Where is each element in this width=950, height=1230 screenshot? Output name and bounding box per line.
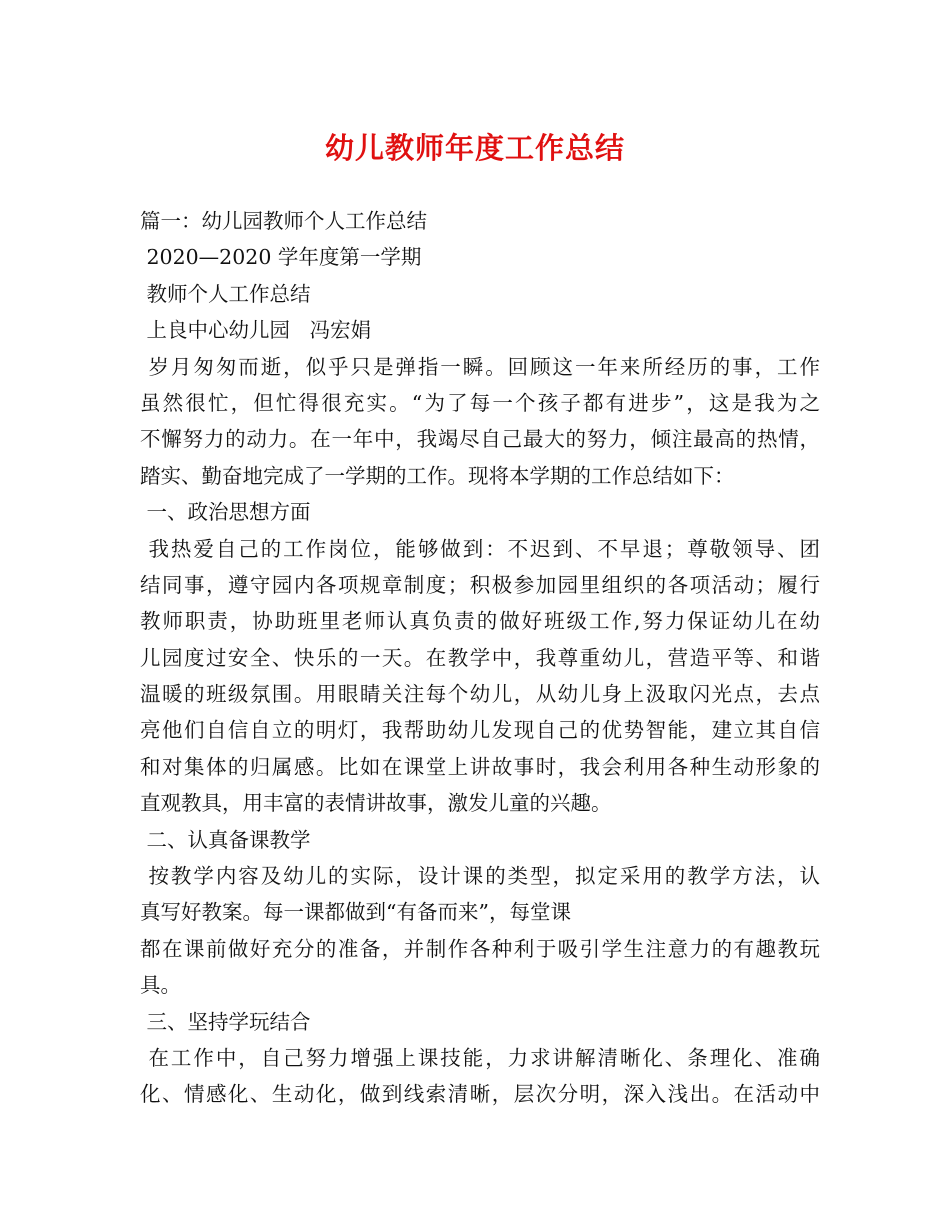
- text-line: 真写好教案。每一课都做到“有备而来”，每堂课: [140, 900, 571, 925]
- text-line: 化、情感化、生动化，做到线索清晰，层次分明，深入浅出。在活动中: [140, 1082, 820, 1107]
- text-line: 和对集体的归属感。比如在课堂上讲故事时，我会利用各种生动形象的: [140, 754, 820, 779]
- document-title: 幼儿教师年度工作总结: [324, 131, 625, 165]
- text-line: 岁月匆匆而逝，似乎只是弹指一瞬。回顾这一年来所经历的事，工作: [140, 354, 820, 379]
- text-line: 踏实、勤奋地完成了一学期的工作。现将本学期的工作总结如下：: [140, 463, 735, 488]
- text-line: 篇一：幼儿园教师个人工作总结: [140, 209, 427, 233]
- text-line: 按教学内容及幼儿的实际，设计课的类型，拟定采用的教学方法，认: [140, 864, 820, 889]
- text-line: 结同事，遵守园内各项规章制度；积极参加园里组织的各项活动；履行: [140, 572, 820, 597]
- text-line: 不懈努力的动力。在一年中，我竭尽自己最大的努力，倾注最高的热情，: [140, 427, 820, 452]
- text-line: 在工作中，自己努力增强上课技能，力求讲解清晰化、条理化、准确: [140, 1045, 820, 1070]
- text-line: 亮他们自信自立的明灯，我帮助幼儿发现自己的优势智能，建立其自信: [140, 718, 820, 743]
- text-line: 都在课前做好充分的准备，并制作各种利于吸引学生注意力的有趣教玩: [140, 936, 820, 961]
- document-body: [140, 203, 820, 1113]
- text-line: 教师个人工作总结: [140, 281, 311, 306]
- text-line: 教师职责，协助班里老师认真负责的做好班级工作,努力保证幼儿在幼: [140, 609, 820, 634]
- text-line: 上良中心幼儿园 冯宏娟: [140, 318, 372, 343]
- text-line: 温暖的班级氛围。用眼睛关注每个幼儿，从幼儿身上汲取闪光点，去点: [140, 682, 820, 707]
- text-line: 儿园度过安全、快乐的一天。在教学中，我尊重幼儿，营造平等、和谐: [140, 645, 820, 670]
- text-line: 三、坚持学玩结合: [140, 1009, 311, 1034]
- text-line: 直观教具，用丰富的表情讲故事，激发儿童的兴趣。: [140, 791, 612, 816]
- text-line: 二、认真备课教学: [140, 827, 311, 852]
- text-line: 一、政治思想方面: [140, 500, 311, 525]
- text-line: 2020—2020 学年度第一学期: [140, 245, 422, 270]
- text-line: 虽然很忙，但忙得很充实。“为了每一个孩子都有进步”，这是我为之: [140, 390, 820, 415]
- text-line: 我热爱自己的工作岗位，能够做到：不迟到、不早退；尊敬领导、团: [140, 536, 820, 561]
- text-line: 具。: [140, 973, 181, 998]
